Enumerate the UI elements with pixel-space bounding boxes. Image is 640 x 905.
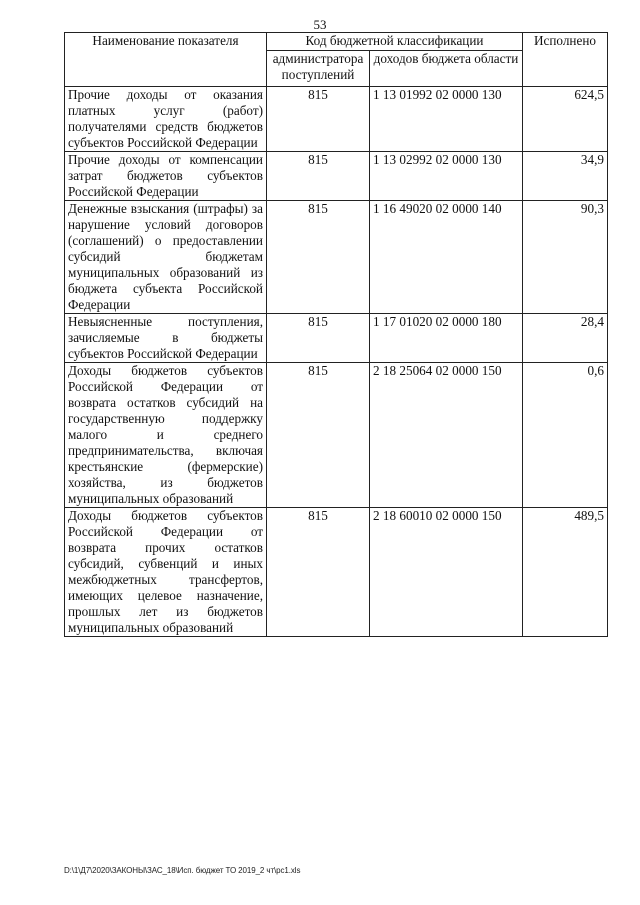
row-indicator-name: Прочие доходы от компенсации затрат бюджетов субъектов Российской Федерации bbox=[65, 152, 267, 201]
row-revenue-code: 1 17 01020 02 0000 180 bbox=[370, 314, 523, 363]
row-executed-value: 0,6 bbox=[523, 363, 608, 508]
header-executed: Исполнено bbox=[523, 33, 608, 87]
row-administrator-code: 815 bbox=[267, 363, 370, 508]
row-indicator-name: Денежные взыскания (штрафы) за нарушение условий договоров (соглашений) о предоставлении субсидий бюджетам муниципальных образований из бюджета субъекта Российской Федерации bbox=[65, 201, 267, 314]
row-indicator-name: Доходы бюджетов субъектов Российской Федерации от возврата прочих остатков субсидий, субвенций и иных межбюджетных трансфертов, имеющих целевое назначение, прошлых лет из бюджетов муниципальных образований bbox=[65, 508, 267, 637]
file-path-footer: D:\1\Д7\2020\ЗАКОНЫ\ЗАС_18\Исп. бюджет ТО 2019_2 чт\рс1.xls bbox=[64, 866, 301, 875]
row-executed-value: 34,9 bbox=[523, 152, 608, 201]
row-revenue-code: 1 13 01992 02 0000 130 bbox=[370, 87, 523, 152]
budget-revenue-table bbox=[64, 32, 608, 637]
row-administrator-code: 815 bbox=[267, 152, 370, 201]
header-budget-classification-code: Код бюджетной классификации bbox=[267, 33, 523, 51]
table-row bbox=[65, 152, 608, 201]
row-administrator-code: 815 bbox=[267, 508, 370, 637]
row-executed-value: 28,4 bbox=[523, 314, 608, 363]
row-revenue-code: 1 13 02992 02 0000 130 bbox=[370, 152, 523, 201]
row-administrator-code: 815 bbox=[267, 201, 370, 314]
table-row bbox=[65, 508, 608, 637]
row-executed-value: 489,5 bbox=[523, 508, 608, 637]
row-administrator-code: 815 bbox=[267, 314, 370, 363]
row-revenue-code: 1 16 49020 02 0000 140 bbox=[370, 201, 523, 314]
table-row bbox=[65, 314, 608, 363]
row-indicator-name: Доходы бюджетов субъектов Российской Федерации от возврата остатков субсидий на государственную поддержку малого и среднего предпринимательства, включая крестьянские (фермерские) хозяйства, из бюджетов муниципальных образований bbox=[65, 363, 267, 508]
row-executed-value: 624,5 bbox=[523, 87, 608, 152]
table-row bbox=[65, 87, 608, 152]
page-number: 53 bbox=[313, 17, 327, 32]
row-revenue-code: 2 18 25064 02 0000 150 bbox=[370, 363, 523, 508]
table-row bbox=[65, 363, 608, 508]
row-indicator-name: Прочие доходы от оказания платных услуг (работ) получателями средств бюджетов субъектов Российской Федерации bbox=[65, 87, 267, 152]
header-indicator-name: Наименование показателя bbox=[65, 33, 267, 87]
row-executed-value: 90,3 bbox=[523, 201, 608, 314]
row-indicator-name: Невыясненные поступления, зачисляемые в бюджеты субъектов Российской Федерации bbox=[65, 314, 267, 363]
header-administrator: администратора поступлений bbox=[267, 51, 370, 87]
row-administrator-code: 815 bbox=[267, 87, 370, 152]
table-row bbox=[65, 201, 608, 314]
header-budget-revenue: доходов бюджета области bbox=[370, 51, 523, 87]
row-revenue-code: 2 18 60010 02 0000 150 bbox=[370, 508, 523, 637]
